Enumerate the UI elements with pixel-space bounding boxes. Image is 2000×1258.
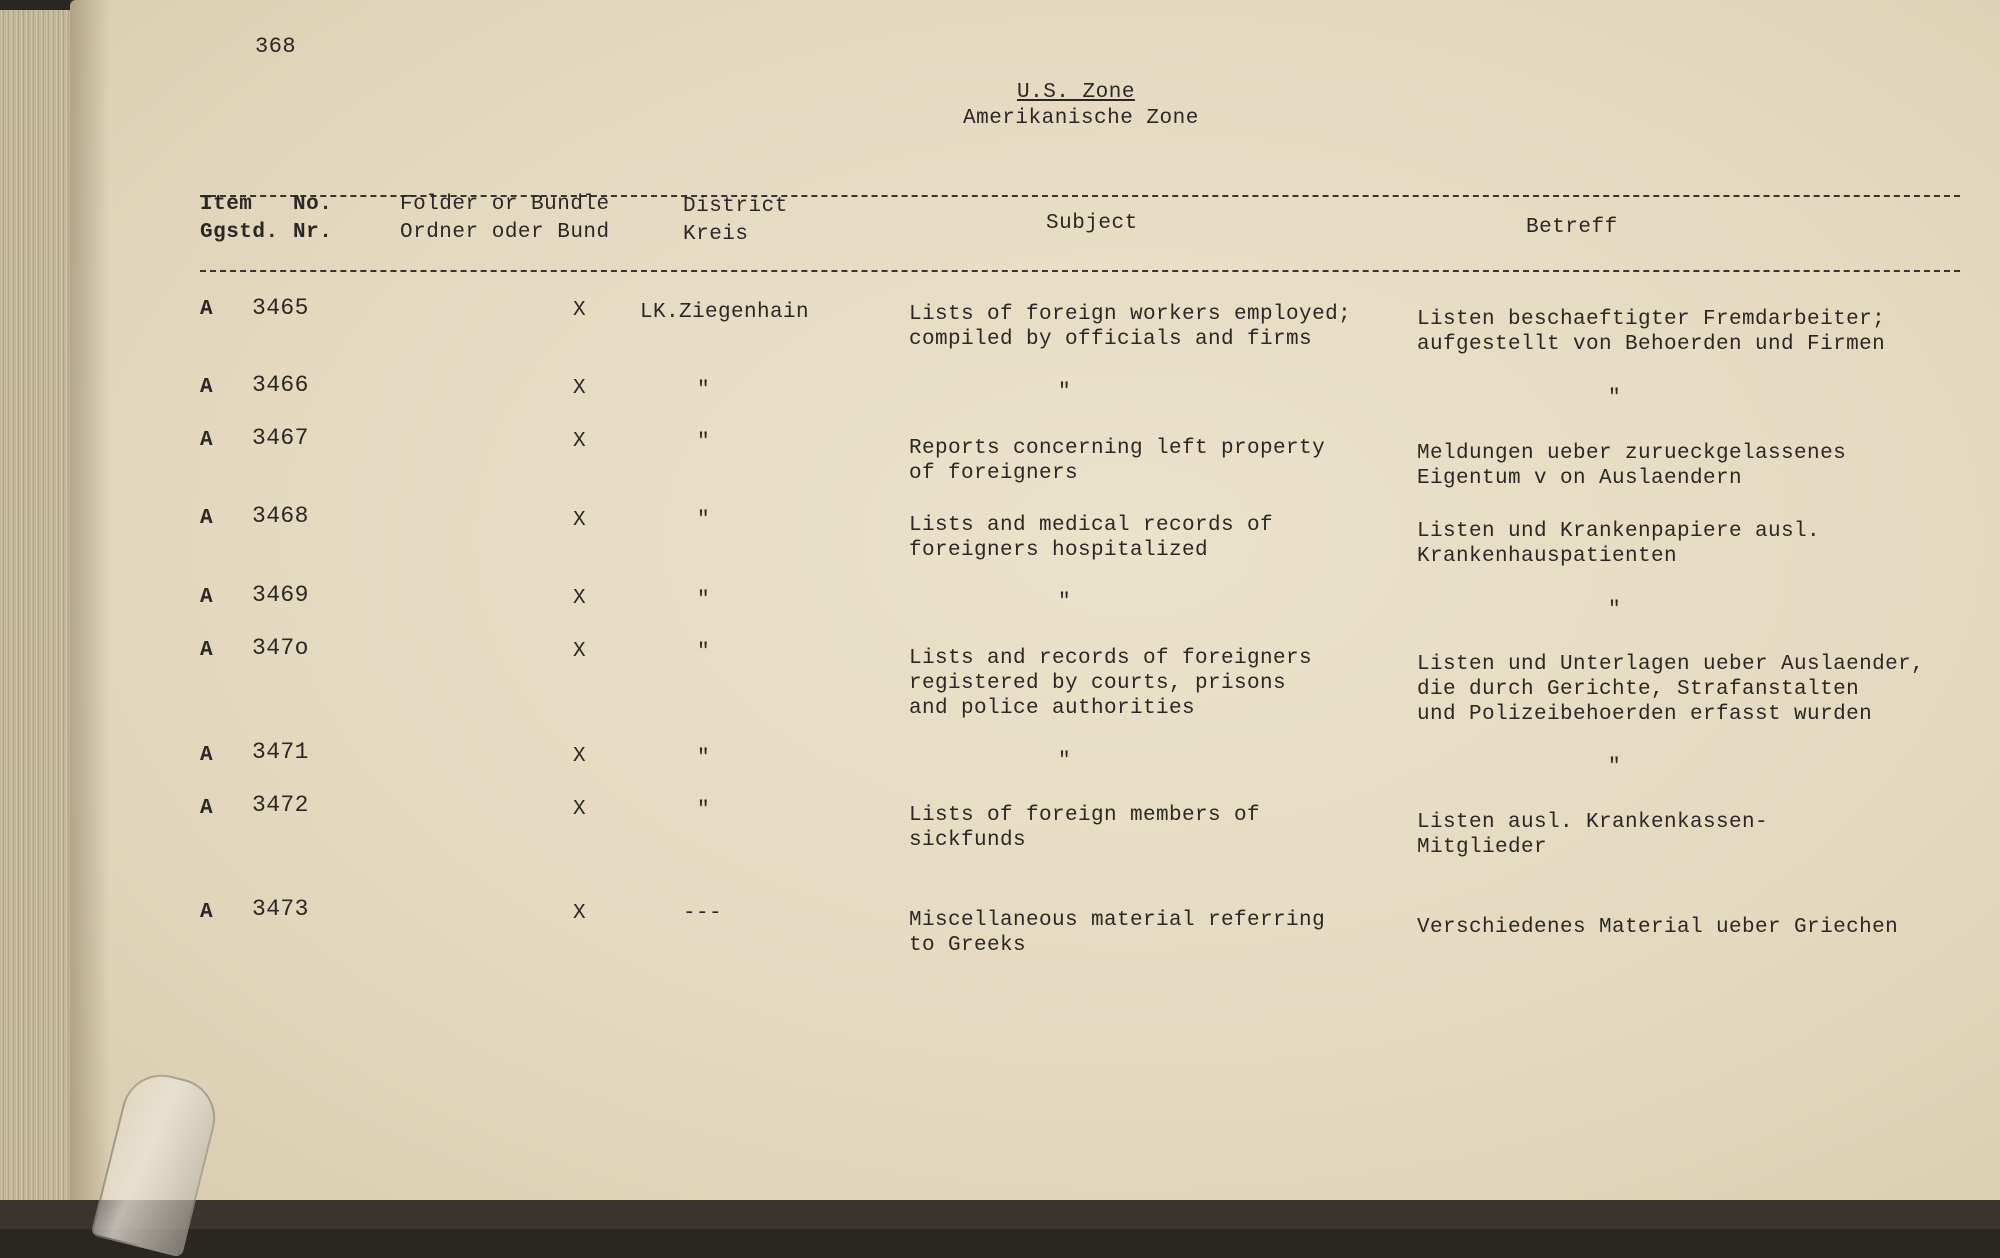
item-number: 3465 xyxy=(252,295,309,321)
district: " xyxy=(697,589,711,612)
item-number: 3472 xyxy=(252,792,309,818)
district: " xyxy=(697,379,711,402)
item-code: A xyxy=(200,298,214,321)
folder-mark: X xyxy=(573,377,587,400)
item-number: 3473 xyxy=(252,896,309,922)
district: " xyxy=(697,799,711,822)
folder-mark: X xyxy=(573,430,587,453)
item-code: A xyxy=(200,586,214,609)
item-code: A xyxy=(200,901,214,924)
district: " xyxy=(697,509,711,532)
header-district: District xyxy=(683,195,788,218)
header-betreff: Betreff xyxy=(1526,216,1618,239)
book-page-edges xyxy=(0,10,78,1222)
header-folder-de: Ordner oder Bund xyxy=(400,221,610,244)
folder-mark: X xyxy=(573,509,587,532)
zone-title: U.S. Zone xyxy=(1017,81,1135,104)
betreff: Listen und Krankenpapiere ausl. Krankenhauspatienten xyxy=(1417,520,1821,568)
folder-mark: X xyxy=(573,798,587,821)
folder-mark: X xyxy=(573,587,587,610)
betreff: Verschiedenes Material ueber Griechen xyxy=(1417,916,1899,939)
subject: Lists of foreign workers employed; compiled by officials and firms xyxy=(909,303,1352,351)
district: " xyxy=(697,641,711,664)
subject: Lists and records of foreigners registered by courts, prisons and police authorities xyxy=(909,647,1313,720)
subject: Miscellaneous material referring to Greeks xyxy=(909,909,1326,957)
subject: " xyxy=(1058,591,1072,614)
header-folder: Folder or Bundle xyxy=(400,193,610,216)
background-surface xyxy=(0,1200,2000,1229)
betreff: Listen ausl. Krankenkassen- Mitglieder xyxy=(1417,811,1769,859)
subject: Lists of foreign members of sickfunds xyxy=(909,804,1261,852)
folder-mark: X xyxy=(573,902,587,925)
subject: Reports concerning left property of foreigners xyxy=(909,437,1326,485)
header-bottom-rule xyxy=(200,270,1960,272)
header-no-de: Nr. xyxy=(293,221,333,244)
item-code: A xyxy=(200,429,214,452)
item-code: A xyxy=(200,507,214,530)
folder-mark: X xyxy=(573,745,587,768)
district: LK.Ziegenhain xyxy=(640,301,810,324)
betreff: " xyxy=(1608,599,1622,622)
item-code: A xyxy=(200,797,214,820)
subject: " xyxy=(1058,750,1072,773)
item-code: A xyxy=(200,639,214,662)
item-number: 3466 xyxy=(252,372,309,398)
betreff: " xyxy=(1608,756,1622,779)
item-number: 3469 xyxy=(252,582,309,608)
betreff: " xyxy=(1608,387,1622,410)
betreff: Listen beschaeftigter Fremdarbeiter; aufgestellt von Behoerden und Firmen xyxy=(1417,308,1886,356)
item-code: A xyxy=(200,376,214,399)
item-number: 3471 xyxy=(252,739,309,765)
betreff: Listen und Unterlagen ueber Auslaender, die durch Gerichte, Strafanstalten und Polizeibehoerden erfasst wurden xyxy=(1417,653,1925,726)
subject: Lists and medical records of foreigners hospitalized xyxy=(909,514,1274,562)
item-number: 3468 xyxy=(252,503,309,529)
folder-mark: X xyxy=(573,640,587,663)
district: " xyxy=(697,431,711,454)
item-number: 347o xyxy=(252,635,309,661)
gutter-shadow xyxy=(70,0,110,1200)
page-number: 368 xyxy=(255,34,297,59)
subject: " xyxy=(1058,381,1072,404)
zone-subtitle: Amerikanische Zone xyxy=(963,107,1199,130)
item-number: 3467 xyxy=(252,425,309,451)
betreff: Meldungen ueber zurueckgelassenes Eigentum v on Auslaendern xyxy=(1417,442,1847,490)
header-subject: Subject xyxy=(1046,212,1138,235)
header-item: Item xyxy=(200,193,253,216)
district: --- xyxy=(683,902,723,925)
district: " xyxy=(697,747,711,770)
item-code: A xyxy=(200,744,214,767)
folder-mark: X xyxy=(573,299,587,322)
document-page xyxy=(70,0,2000,1200)
header-no: No. xyxy=(293,193,333,216)
header-district-de: Kreis xyxy=(683,223,749,246)
header-item-de: Ggstd. xyxy=(200,221,279,244)
